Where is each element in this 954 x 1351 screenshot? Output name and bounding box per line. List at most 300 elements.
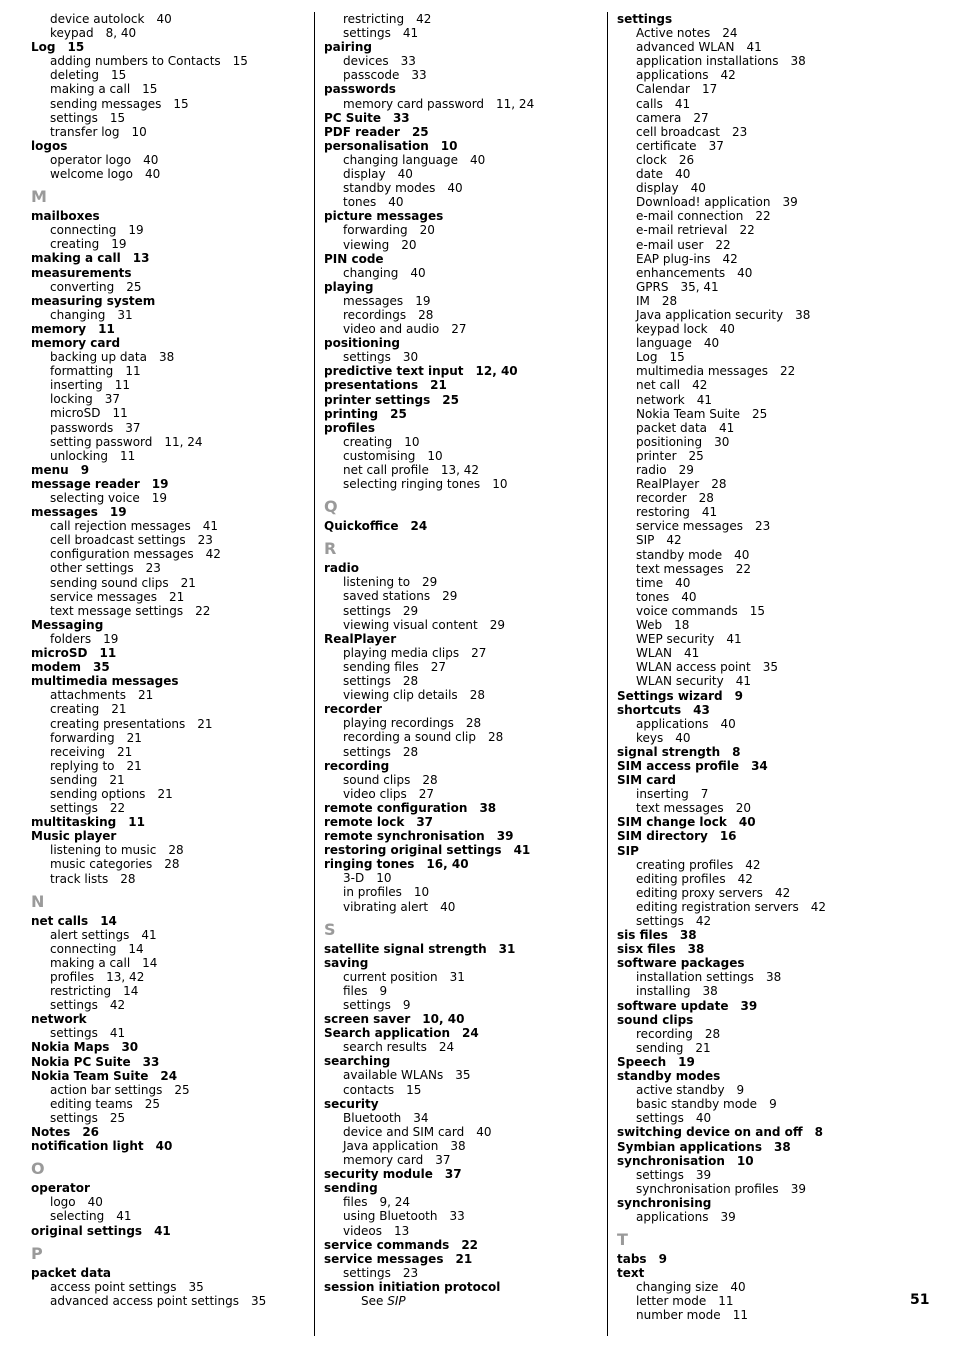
index-subentry: [617, 181, 917, 195]
index-subentry: [617, 97, 917, 111]
index-page-ref: 8, 40: [105, 26, 137, 41]
index-page-ref: 9: [402, 998, 411, 1012]
index-term: settings: [617, 12, 673, 26]
index-page-ref: 37: [708, 138, 724, 153]
index-subentry: [617, 336, 917, 350]
index-subentry: [617, 1168, 917, 1182]
index-subentry: [617, 40, 917, 54]
index-term: synchronisation: [617, 1153, 725, 1168]
index-subentry: [324, 885, 594, 899]
index-term: Notes: [31, 1125, 71, 1140]
index-term: radio: [324, 561, 359, 576]
index-subentry: [31, 731, 301, 745]
index-entry: [31, 505, 301, 519]
index-page-ref: 40: [720, 716, 736, 731]
index-entry: [324, 1181, 594, 1195]
index-entry: [617, 1125, 917, 1139]
index-term: Calendar: [636, 82, 690, 97]
index-subentry: [31, 1195, 301, 1209]
index-subentry: [31, 1280, 301, 1294]
index-term: other settings: [50, 561, 134, 576]
index-page-ref: 25: [144, 1096, 161, 1111]
index-term: display: [343, 167, 386, 182]
index-page-ref: 11: [98, 321, 115, 336]
index-page-ref: 40: [737, 265, 753, 280]
index-subentry: [324, 773, 594, 787]
index-page-ref: 40: [440, 899, 456, 914]
index-entry: [324, 843, 594, 857]
index-subentry: [617, 1182, 917, 1196]
index-subentry: [324, 322, 594, 336]
index-page-ref: 28: [711, 477, 727, 492]
index-term: making a call: [31, 251, 121, 266]
index-entry: [324, 857, 594, 871]
index-subentry: [617, 618, 917, 632]
index-term: enhancements: [636, 265, 726, 280]
index-page-ref: 40: [730, 1280, 746, 1295]
index-term: listening to music: [50, 843, 157, 858]
index-subentry: [617, 717, 917, 731]
index-term: search results: [343, 1040, 427, 1055]
index-page-ref: 29: [678, 463, 694, 477]
index-term: viewing clip details: [343, 688, 458, 703]
index-page-ref: 13, 42: [440, 463, 480, 477]
index-page-ref: 10, 40: [422, 1012, 465, 1027]
index-term: security: [324, 1096, 379, 1111]
index-subentry: [324, 26, 594, 40]
index-term: Java application security: [636, 307, 784, 322]
index-term: call rejection messages: [50, 519, 191, 534]
column-divider: [314, 12, 315, 1336]
index-subentry: [324, 223, 594, 237]
index-term: sending sound clips: [50, 575, 169, 590]
index-page-ref: 14: [142, 955, 158, 970]
index-page-ref: 8: [732, 744, 741, 759]
index-term: picture messages: [324, 209, 444, 224]
index-subentry: [617, 26, 917, 40]
index-column-2: [324, 12, 594, 1308]
index-subentry: [324, 745, 594, 759]
index-page-ref: 10: [413, 885, 430, 900]
index-subentry: [324, 1224, 594, 1238]
index-term: settings: [50, 1110, 98, 1125]
index-subentry: [617, 900, 917, 914]
index-term: making a call: [50, 82, 131, 97]
index-page-ref: 22: [715, 237, 731, 252]
index-page-ref: 41: [141, 927, 157, 942]
index-subentry: [617, 1111, 917, 1125]
index-term: 3-D: [343, 871, 365, 886]
index-page-ref: 40: [470, 152, 486, 167]
index-subentry: [617, 111, 917, 125]
index-subentry: [31, 406, 301, 420]
index-term: using Bluetooth: [343, 1209, 438, 1224]
index-page-ref: 28: [402, 674, 419, 689]
index-entry: [617, 1196, 917, 1210]
index-page-ref: 33: [449, 1209, 465, 1224]
index-letter-heading: M: [31, 187, 47, 207]
index-page-ref: 41: [402, 26, 419, 41]
index-term: satellite signal strength: [324, 941, 487, 956]
index-page-ref: 42: [737, 871, 753, 886]
index-term: Search application: [324, 1026, 450, 1041]
index-page-ref: 15: [406, 1082, 422, 1097]
index-page-ref: 7: [700, 787, 709, 802]
index-subentry: [617, 477, 917, 491]
index-entry: [31, 1055, 301, 1069]
index-term: tones: [343, 195, 377, 210]
index-page-ref: 28: [698, 491, 714, 506]
index-page-ref: 22: [780, 364, 796, 379]
index-subentry: [617, 153, 917, 167]
index-subentry: [324, 54, 594, 68]
index-term: settings: [343, 744, 391, 759]
index-term: predictive text input: [324, 364, 464, 379]
index-term: SIM access profile: [617, 758, 740, 773]
index-entry: [617, 999, 917, 1013]
index-entry: [324, 702, 594, 716]
index-entry: [617, 1069, 917, 1083]
index-subentry: [31, 717, 301, 731]
index-subentry: [617, 209, 917, 223]
index-subentry: [324, 871, 594, 885]
index-subentry: [31, 111, 301, 125]
index-page-ref: 35: [455, 1068, 471, 1083]
index-page-ref: 15: [142, 82, 158, 97]
index-term: basic standby mode: [636, 1097, 758, 1112]
index-term: network: [31, 1012, 87, 1027]
index-subentry: [324, 1068, 594, 1082]
index-entry: [324, 956, 594, 970]
index-page-ref: 40: [143, 152, 159, 167]
index-entry: [31, 40, 301, 54]
index-page-ref: 10: [376, 871, 392, 886]
index-subentry: [617, 872, 917, 886]
index-entry: [324, 1167, 594, 1181]
index-entry: [31, 209, 301, 223]
index-subentry: [31, 590, 301, 604]
index-subentry: [617, 308, 917, 322]
index-term: replying to: [50, 758, 115, 773]
index-page-ref: 40: [675, 575, 691, 590]
index-term: Log: [636, 350, 658, 365]
index-term: recording a sound clip: [343, 730, 476, 745]
index-term: SIP: [636, 533, 655, 548]
index-subentry: [31, 956, 301, 970]
index-subentry: [31, 1209, 301, 1223]
index-page-ref: 42: [695, 914, 712, 928]
index-term: Quickoffice: [324, 519, 399, 534]
index-page-ref: 15: [67, 40, 85, 55]
index-subentry: [31, 998, 301, 1012]
index-term: profiles: [50, 970, 95, 984]
index-entry: [31, 477, 301, 491]
index-term: messages: [343, 293, 404, 308]
index-term: GPRS: [636, 279, 669, 294]
index-entry: [31, 914, 301, 928]
index-entry: [31, 463, 301, 477]
index-page-ref: 23: [754, 519, 771, 534]
index-entry: [617, 844, 917, 858]
index-term: e-mail connection: [636, 209, 744, 224]
index-subentry: [324, 181, 594, 195]
index-subentry: [324, 1195, 594, 1209]
index-page-ref: 24: [722, 26, 738, 41]
index-page-ref: 25: [390, 406, 407, 421]
index-term: transfer log: [50, 124, 120, 139]
index-term: sisx files: [617, 942, 676, 957]
index-page-ref: 21: [137, 688, 154, 703]
index-term: session initiation protocol: [324, 1279, 501, 1294]
index-page-ref: 19: [151, 476, 169, 491]
index-subentry: [324, 477, 594, 491]
index-entry: [31, 251, 301, 265]
index-entry: [324, 252, 594, 266]
index-term: packet data: [636, 420, 708, 435]
index-subentry: [324, 1209, 594, 1223]
index-term: remote synchronisation: [324, 829, 485, 844]
index-page-ref: 10: [404, 434, 420, 449]
index-page-ref: 41: [116, 1209, 132, 1224]
index-subentry: [31, 491, 301, 505]
index-page-ref: 23: [731, 124, 748, 139]
index-page-ref: 42: [205, 547, 221, 562]
index-term: viewing: [343, 237, 390, 252]
page-number: 51: [910, 1292, 930, 1308]
index-page-ref: 37: [125, 420, 141, 435]
index-entry: [31, 1069, 301, 1083]
index-term: making a call: [50, 955, 131, 970]
index-term: welcome logo: [50, 167, 133, 182]
index-term: measuring system: [31, 293, 156, 308]
index-column-3: [617, 12, 917, 1323]
index-subentry: [617, 1027, 917, 1041]
index-term: operator: [31, 1181, 90, 1196]
index-entry: [324, 125, 594, 139]
index-page-ref: 31: [449, 969, 465, 984]
index-page-ref: 37: [416, 814, 434, 829]
index-entry: [324, 393, 594, 407]
index-subentry: [617, 787, 917, 801]
index-subentry: [617, 646, 917, 660]
index-term: tabs: [617, 1252, 647, 1267]
index-subentry: [617, 984, 917, 998]
index-term: menu: [31, 462, 69, 477]
index-term: settings: [636, 1111, 684, 1126]
index-subentry: [617, 590, 917, 604]
index-page-ref: 41: [719, 420, 735, 435]
index-page-ref: 27: [471, 645, 487, 660]
index-term: saved stations: [343, 589, 431, 604]
index-page-ref: 21: [117, 744, 133, 759]
index-term: Java application: [343, 1138, 439, 1153]
index-page-ref: 21: [197, 716, 213, 731]
index-term: logo: [50, 1195, 76, 1210]
index-term: software update: [617, 998, 729, 1013]
index-subentry: [324, 167, 594, 181]
index-term: messages: [31, 505, 98, 520]
index-page-ref: 38: [479, 800, 497, 815]
index-page-ref: 28: [168, 843, 184, 858]
index-term: synchronisation profiles: [636, 1181, 779, 1196]
index-entry: [617, 956, 917, 970]
index-term: files: [343, 983, 368, 998]
index-page-ref: 18: [674, 618, 690, 633]
index-page-ref: 21: [109, 772, 125, 787]
index-page-ref: 19: [128, 223, 144, 238]
index-term: screen saver: [324, 1012, 411, 1027]
index-subentry: [617, 886, 917, 900]
index-entry: [617, 1266, 917, 1280]
index-entry: [617, 942, 917, 956]
index-entry: [617, 1013, 917, 1027]
index-term: WLAN access point: [636, 660, 751, 675]
index-subentry: [324, 688, 594, 702]
index-term: active standby: [636, 1083, 725, 1098]
column-divider: [607, 12, 608, 1336]
index-term: SIM directory: [617, 829, 708, 844]
index-entry: [324, 1054, 594, 1068]
index-subentry: [31, 533, 301, 547]
index-page-ref: 23: [197, 533, 213, 548]
index-page-ref: 25: [688, 448, 704, 463]
index-subentry: [617, 252, 917, 266]
index-subentry: [617, 139, 917, 153]
index-term: Symbian applications: [617, 1139, 762, 1154]
index-page-ref: 14: [128, 941, 144, 956]
index-page-ref: 29: [402, 603, 419, 618]
index-entry: [31, 294, 301, 308]
index-page-ref: 15: [173, 96, 189, 111]
index-page-ref: 41: [202, 519, 219, 534]
index-page-ref: 15: [669, 350, 685, 365]
index-subentry: [31, 280, 301, 294]
index-term: radio: [636, 463, 667, 477]
index-page-ref: 42: [745, 857, 761, 872]
index-term: switching device on and off: [617, 1125, 803, 1140]
index-term: passwords: [324, 82, 396, 97]
index-term: letter mode: [636, 1294, 707, 1309]
index-entry: [617, 1154, 917, 1168]
index-page-ref: 33: [400, 54, 416, 69]
index-subentry: [324, 674, 594, 688]
index-term: camera: [636, 110, 682, 125]
index-page-ref: 19: [678, 1054, 695, 1069]
index-subentry: [31, 604, 301, 618]
index-term: restoring original settings: [324, 843, 502, 858]
index-term: printer settings: [324, 392, 431, 407]
index-entry: [31, 646, 301, 660]
index-entry: [324, 111, 594, 125]
index-term: device autolock: [50, 12, 145, 26]
index-subentry: [617, 167, 917, 181]
index-page-ref: 25: [174, 1082, 190, 1097]
index-page-ref: 11: [732, 1308, 748, 1323]
index-subentry: [324, 97, 594, 111]
index-page-ref: 11, 24: [496, 96, 535, 111]
index-entry: [324, 364, 594, 378]
index-term: memory card password: [343, 96, 485, 111]
index-subentry: [617, 632, 917, 646]
index-term: viewing visual content: [343, 617, 478, 632]
index-subentry: [617, 1097, 917, 1111]
index-page-ref: 26: [678, 152, 695, 167]
index-subentry: [31, 153, 301, 167]
index-term: applications: [636, 68, 709, 83]
index-page-ref: 34: [413, 1110, 429, 1125]
index-page-ref: 15: [749, 603, 765, 618]
index-page-ref: 40: [695, 1111, 712, 1126]
index-subentry: [617, 280, 917, 294]
index-term: changing size: [636, 1280, 719, 1295]
index-subentry: [324, 716, 594, 730]
index-term: settings: [343, 350, 391, 365]
index-page-ref: 39: [782, 195, 798, 210]
index-page-ref: 17: [701, 82, 718, 97]
index-term: keypad: [50, 26, 94, 41]
index-page-ref: 40: [397, 167, 413, 182]
index-term: time: [636, 575, 664, 590]
index-term: access point settings: [50, 1279, 177, 1294]
index-page-ref: 43: [693, 702, 710, 717]
index-term: RealPlayer: [636, 477, 700, 492]
index-page-ref: 21: [430, 378, 447, 393]
index-page-ref: 40: [388, 195, 404, 210]
index-page-ref: 9: [734, 688, 743, 703]
index-term: Bluetooth: [343, 1110, 402, 1125]
index-term: in profiles: [343, 885, 402, 900]
index-term: standby modes: [343, 181, 436, 196]
index-page-ref: 42: [774, 885, 791, 900]
index-letter-heading: T: [617, 1230, 628, 1250]
index-term: settings: [636, 914, 684, 928]
index-entry: [31, 1266, 301, 1280]
index-page-ref: 16, 40: [426, 857, 469, 872]
index-entry: [324, 1012, 594, 1026]
index-term: operator logo: [50, 152, 132, 167]
index-page-ref: 24: [410, 519, 428, 534]
index-term: standby modes: [617, 1069, 721, 1084]
index-subentry: [617, 1294, 917, 1308]
index-term: deleting: [50, 68, 99, 83]
index-term: Nokia Team Suite: [636, 406, 740, 421]
index-entry: [617, 1055, 917, 1069]
index-term: packet data: [31, 1265, 112, 1280]
index-subentry: [324, 238, 594, 252]
index-page-ref: 41: [674, 96, 691, 111]
index-page-ref: 10: [427, 448, 443, 463]
index-column-1: [31, 12, 301, 1308]
index-term: SIM card: [617, 773, 676, 788]
index-page-ref: 28: [469, 688, 485, 703]
index-page-ref: 39: [496, 829, 514, 844]
index-page-ref: 23: [145, 561, 161, 576]
index-subentry: [617, 463, 917, 477]
index-subentry: [31, 801, 301, 815]
index-subentry: [617, 68, 917, 82]
index-subentry: [31, 97, 301, 111]
index-entry: [617, 12, 917, 26]
index-subentry: [31, 745, 301, 759]
index-subentry: [31, 942, 301, 956]
index-page-ref: 10: [131, 124, 147, 139]
index-page-ref: 10: [492, 477, 508, 492]
index-term: IM: [636, 293, 650, 308]
index-term: calls: [636, 96, 663, 111]
index-term: adding numbers to Contacts: [50, 54, 221, 69]
index-page-ref: 38: [679, 928, 697, 943]
index-term: presentations: [324, 378, 419, 393]
